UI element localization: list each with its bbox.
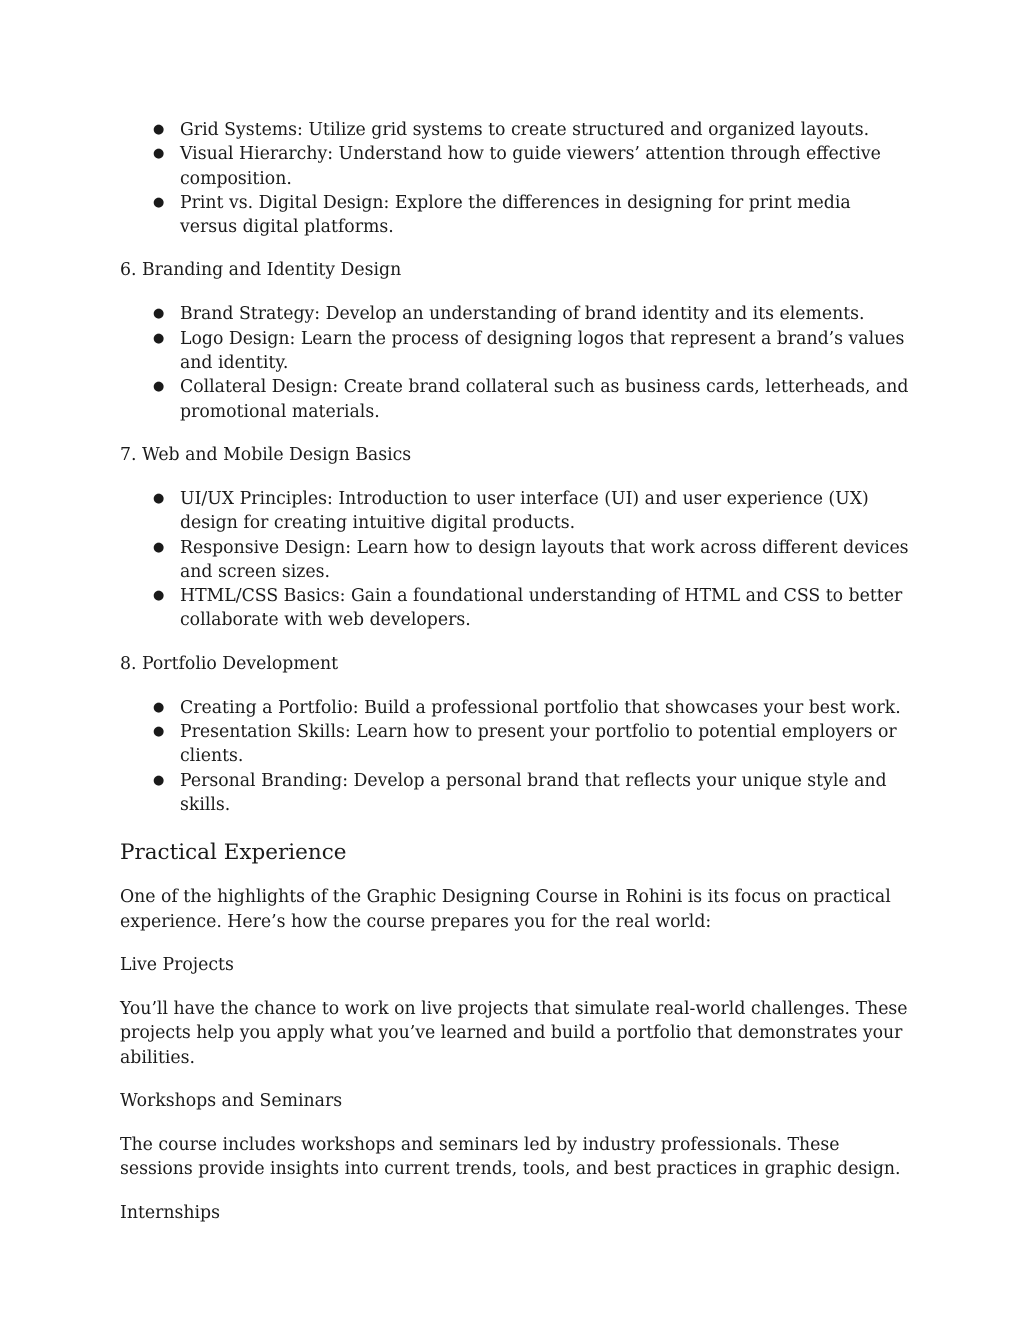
section-heading-portfolio: 8. Portfolio Development	[120, 653, 339, 674]
subheading-live-projects: Live Projects	[120, 955, 234, 976]
bullet-list-web-mobile	[120, 487, 910, 633]
practical-intro-paragraph: One of the highlights of the Graphic Designing Course in Rohini is its focus on practical experience. Here’s how the course prepares you for the real world:	[120, 887, 891, 932]
list-item: ● Logo Design: Learn the process of designing logos that represent a brand’s values and identity.	[153, 328, 905, 374]
list-item: ● Personal Branding: Develop a personal brand that reflects your unique style and skills.	[153, 770, 887, 815]
list-item: ● UI/UX Principles: Introduction to user interface (UI) and user experience (UX) design for creating intuitive digital products.	[153, 488, 869, 534]
bullet-icon: ●	[153, 330, 165, 346]
bullet-list-continued	[120, 118, 910, 239]
section-title-practical-experience: Practical Experience	[120, 840, 347, 866]
list-item: ● Print vs. Digital Design: Explore the differences in designing for print media versus digital platforms.	[153, 192, 851, 238]
workshops-paragraph: The course includes workshops and seminars led by industry professionals. These sessions provide insights into current trends, tools, and best practices in graphic design.	[120, 1134, 901, 1180]
bullet-icon: ●	[153, 194, 165, 210]
bullet-icon: ●	[153, 699, 165, 715]
list-item: ● Brand Strategy: Develop an understanding of brand identity and its elements.	[120, 302, 910, 326]
list-item: ● Responsive Design: Learn how to design layouts that work across different devices and screen sizes.	[153, 537, 909, 582]
bullet-list-portfolio	[120, 696, 910, 817]
live-projects-paragraph: You’ll have the chance to work on live projects that simulate real-world challenges. These projects help you apply what you’ve learned and build a portfolio that demonstrates your abilities.	[120, 998, 908, 1068]
list-item: ● Collateral Design: Create brand collateral such as business cards, letterheads, and promotional materials.	[153, 377, 909, 422]
bullet-icon: ●	[153, 146, 165, 162]
list-item: ● Creating a Portfolio: Build a professional portfolio that showcases your best work.	[120, 696, 910, 720]
bullet-list-branding	[120, 302, 910, 423]
section-heading-web-mobile: 7. Web and Mobile Design Basics	[120, 444, 412, 465]
bullet-icon: ●	[153, 724, 165, 740]
bullet-icon: ●	[153, 122, 165, 137]
bullet-icon: ●	[153, 588, 165, 604]
subheading-workshops: Workshops and Seminars	[120, 1091, 343, 1112]
list-item: ● Presentation Skills: Learn how to present your portfolio to potential employers or clients.	[153, 722, 897, 767]
list-item: ● HTML/CSS Basics: Gain a foundational understanding of HTML and CSS to better collaborate with web developers.	[153, 586, 903, 631]
subheading-internships: Internships	[120, 1202, 220, 1223]
section-heading-branding: 6. Branding and Identity Design	[120, 260, 402, 281]
list-item: ● Grid Systems: Utilize grid systems to create structured and organized layouts.	[120, 118, 910, 142]
bullet-icon: ●	[153, 306, 165, 322]
bullet-icon: ●	[153, 379, 165, 395]
bullet-icon: ●	[153, 490, 165, 506]
list-item: ● Visual Hierarchy: Understand how to guide viewers’ attention through effective composition.	[153, 144, 881, 189]
bullet-icon: ●	[153, 772, 165, 788]
document-page	[120, 118, 910, 1244]
bullet-icon: ●	[153, 539, 165, 555]
